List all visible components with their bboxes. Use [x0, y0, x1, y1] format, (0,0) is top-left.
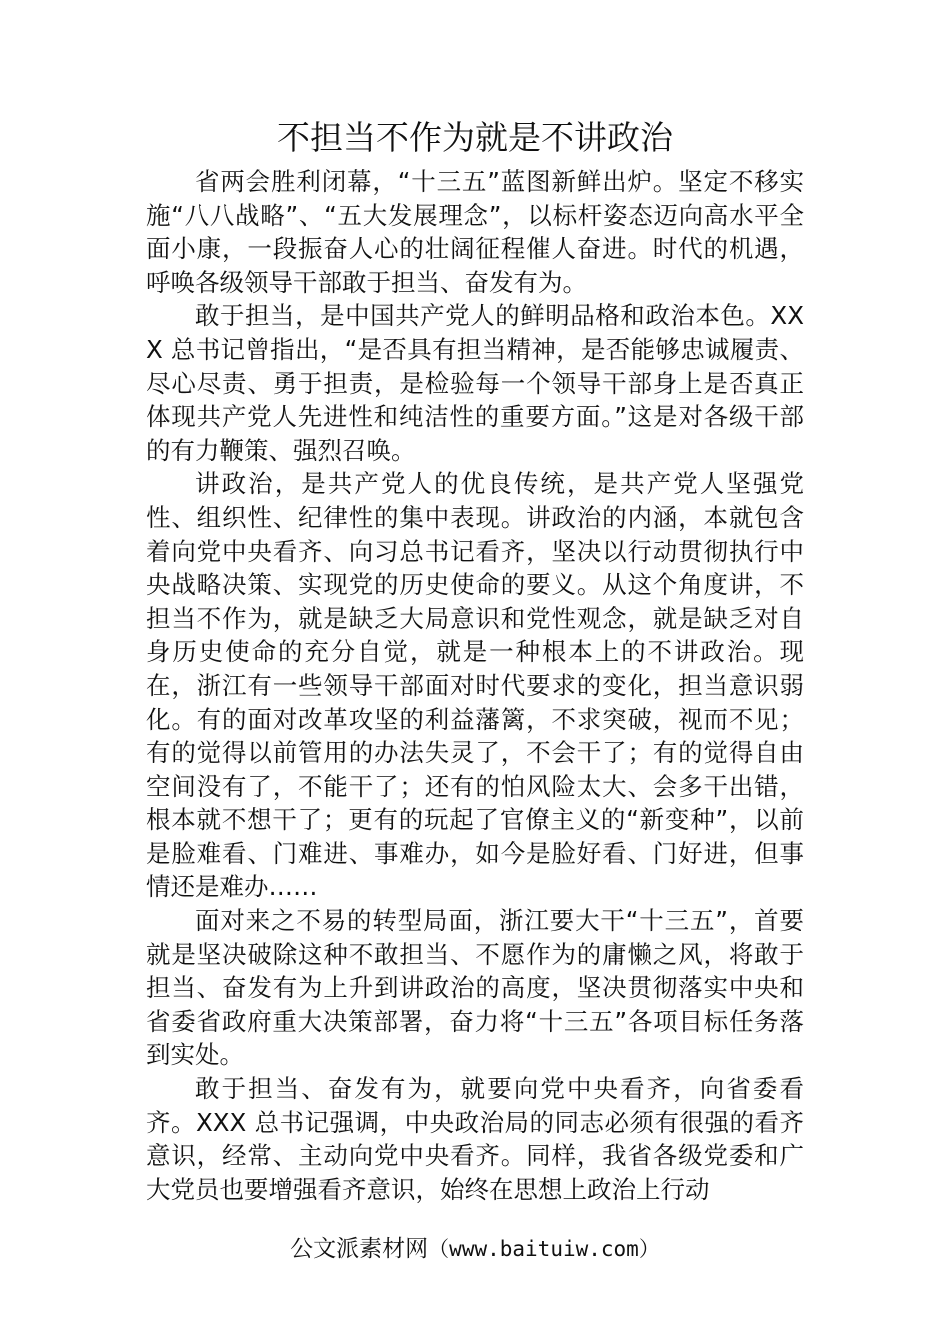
paragraph-4: 面对来之不易的转型局面，浙江要大干“十三五”，首要就是坚决破除这种不敢担当、不愿作为的庸懒之风，将敢于担当、奋发有为上升到讲政治的高度，坚决贯彻落实中央和省委省政府重大决策部署，奋力将“十三五”各项目标任务落到实处。	[146, 906, 804, 1070]
page-footer	[0, 1233, 950, 1265]
footer-url: （www.baituiw.com）	[428, 1237, 660, 1261]
paragraph-2: 敢于担当，是中国共产党人的鲜明品格和政治本色。XXX 总书记曾指出，“是否具有担当精神，是否能够忠诚履责、尽心尽责、勇于担责，是检验每一个领导干部身上是否真正体现共产党人先进性和纯洁性的重要方面。”这是对各级干部的有力鞭策、强烈召唤。	[146, 301, 804, 465]
document-title: 不担当不作为就是不讲政治	[277, 118, 673, 157]
paragraph-1: 省两会胜利闭幕，“十三五”蓝图新鲜出炉。坚定不移实施“八八战略”、“五大发展理念”，以标杆姿态迈向高水平全面小康，一段振奋人心的壮阔征程催人奋进。时代的机遇，呼唤各级领导干部敢于担当、奋发有为。	[146, 167, 804, 297]
footer-site-name: 公文派素材网	[290, 1236, 429, 1262]
document-body	[146, 165, 804, 1206]
paragraph-5: 敢于担当、奋发有为，就要向党中央看齐，向省委看齐。XXX 总书记强调，中央政治局的同志必须有很强的看齐意识，经常、主动向党中央看齐。同样，我省各级党委和广大党员也要增强看齐意识，始终在思想上政治上行动	[146, 1074, 804, 1204]
paragraph-3: 讲政治，是共产党人的优良传统，是共产党人坚强党性、组织性、纪律性的集中表现。讲政治的内涵，本就包含着向党中央看齐、向习总书记看齐，坚决以行动贯彻执行中央战略决策、实现党的历史使命的要义。从这个角度讲，不担当不作为，就是缺乏大局意识和党性观念，就是缺乏对自身历史使命的充分自觉，就是一种根本上的不讲政治。现在，浙江有一些领导干部面对时代要求的变化，担当意识弱化。有的面对改革攻坚的利益藩篱，不求突破，视而不见；有的觉得以前管用的办法失灵了，不会干了；有的觉得自由空间没有了，不能干了；还有的怕风险太大、会多干出错，根本就不想干了；更有的玩起了官僚主义的“新变种”，以前是脸难看、门难进、事难办，如今是脸好看、门好进，但事情还是难办……	[146, 469, 804, 902]
